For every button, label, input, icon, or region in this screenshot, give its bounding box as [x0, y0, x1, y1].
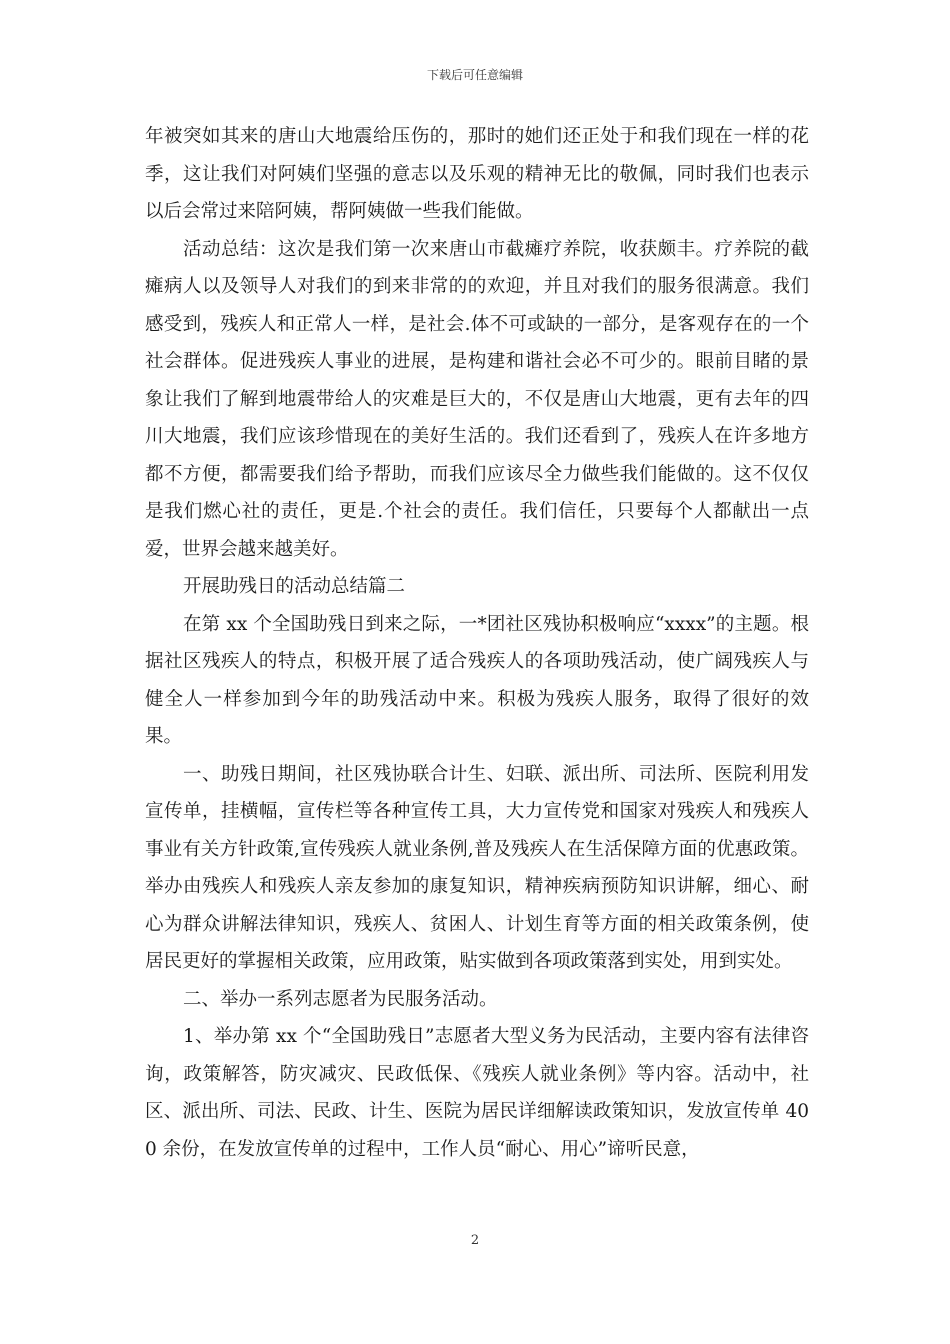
page-header: 下载后可任意编辑	[426, 68, 523, 82]
paragraph: 年被突如其来的唐山大地震给压伤的，那时的她们还正处于和我们现在一样的花季，这让我们对阿姨们坚强的意志以及乐观的精神无比的敬佩，同时我们也表示以后会常过来陪阿姨，帮阿姨做一些我们能做。	[145, 126, 809, 222]
section-heading: 开展助残日的活动总结篇二	[183, 576, 406, 597]
paragraph: 1、举办第 xx 个“全国助残日”志愿者大型义务为民活动，主要内容有法律咨询，政策解答，防灾减灾、民政低保、《残疾人就业条例》等内容。活动中，社区、派出所、司法、民政、计生、医院为居民详细解读政策知识，发放宣传单 400 余份，在发放宣传单的过程中，工作人员“耐心、用心”谛听民意，	[145, 1026, 809, 1160]
paragraph: 在第 xx 个全国助残日到来之际，一*团社区残协积极响应“xxxx”的主题。根据社区残疾人的特点，积极开展了适合残疾人的各项助残活动，使广阔残疾人与健全人一样参加到今年的助残活动中来。积极为残疾人服务，取得了很好的效果。	[145, 613, 809, 747]
paragraph: 二、举办一系列志愿者为民服务活动。	[183, 988, 498, 1010]
page-number: 2	[470, 1233, 480, 1248]
document-body	[145, 118, 809, 1168]
paragraph: 一、助残日期间，社区残协联合计生、妇联、派出所、司法所、医院利用发宣传单，挂横幅，宣传栏等各种宣传工具，大力宣传党和国家对残疾人和残疾人事业有关方针政策,宣传残疾人就业条例,普及残疾人在生活保障方面的优惠政策。举办由残疾人和残疾人亲友参加的康复知识，精神疾病预防知识讲解，细心、耐心为群众讲解法律知识，残疾人、贫困人、计划生育等方面的相关政策条例，使居民更好的掌握相关政策，应用政策，贴实做到各项政策落到实处，用到实处。	[145, 763, 809, 972]
paragraph: 活动总结：这次是我们第一次来唐山市截瘫疗养院，收获颇丰。疗养院的截瘫病人以及领导人对我们的到来非常的的欢迎，并且对我们的服务很满意。我们感受到，残疾人和正常人一样，是社会.体不可或缺的一部分，是客观存在的一个社会群体。促进残疾人事业的进展，是构建和谐社会必不可少的。眼前目睹的景象让我们了解到地震带给人的灾难是巨大的，不仅是唐山大地震，更有去年的四川大地震，我们应该珍惜现在的美好生活的。我们还看到了，残疾人在许多地方都不方便，都需要我们给予帮助，而我们应该尽全力做些我们能做的。这不仅仅是我们燃心社的责任，更是.个社会的责任。我们信任，只要每个人都献出一点爱，世界会越来越美好。	[145, 238, 809, 560]
